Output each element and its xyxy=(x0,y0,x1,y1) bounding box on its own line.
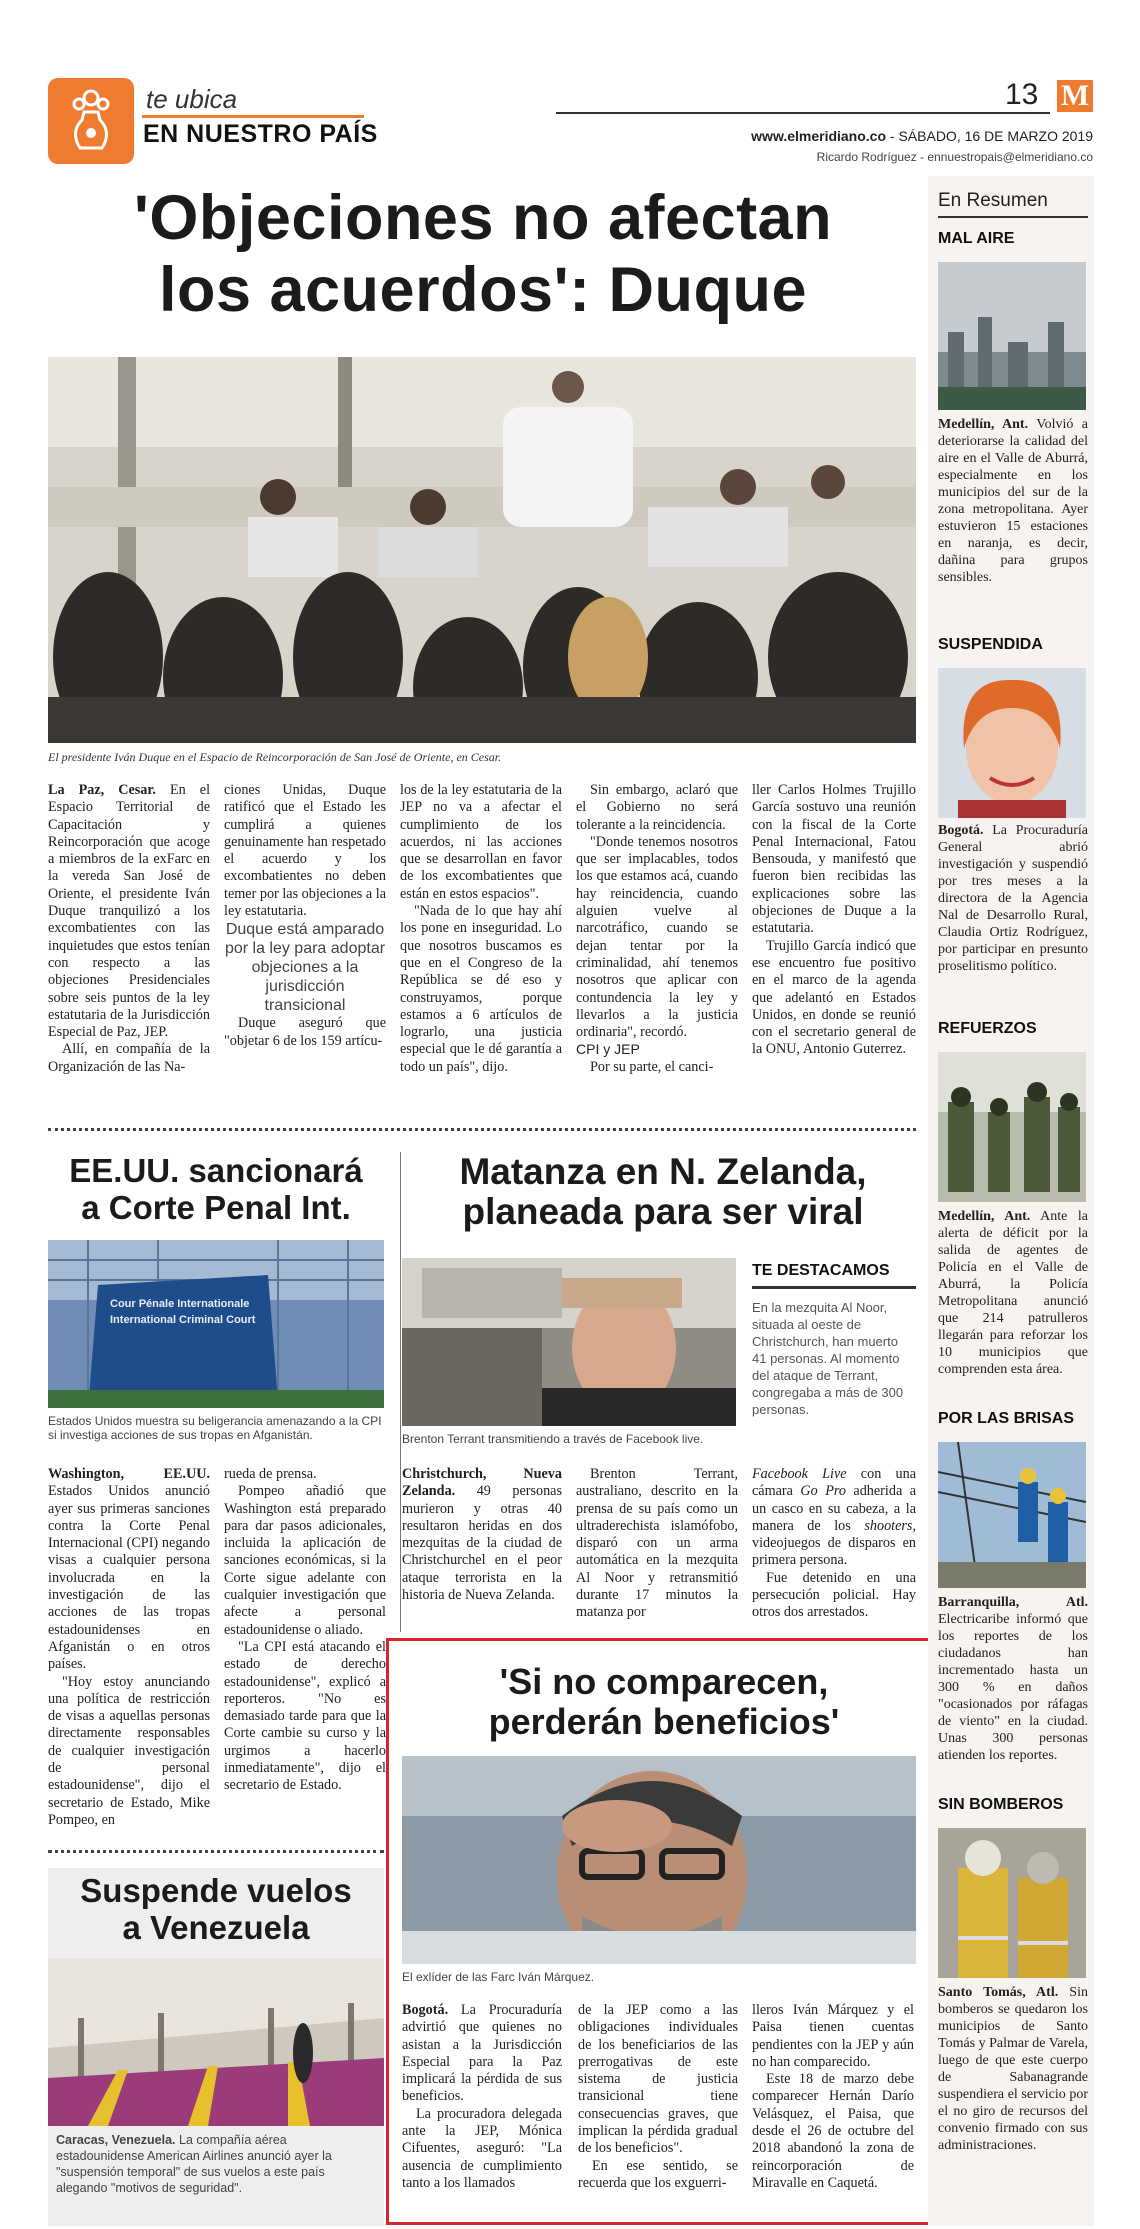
section-divider xyxy=(48,1850,384,1853)
main-headline-line1: 'Objeciones no afectan xyxy=(133,183,833,253)
jep-col-3 xyxy=(752,2002,914,2192)
vase-icon xyxy=(48,78,134,164)
jep-dateline: Bogotá. xyxy=(402,2002,449,2018)
byline: Ricardo Rodríguez - ennuestropais@elmeridiano.co xyxy=(816,150,1093,164)
cpi-photo xyxy=(48,1240,384,1408)
venezuela-photo xyxy=(48,1958,384,2126)
section-logo xyxy=(48,78,134,164)
jep-text: de la JEP como a las obligaciones individuales de los beneficiarios de las prerrogativas de este sistema de justicia transicional tiene consecuencias graves, que implican la pérdida gradual de los beneficios". xyxy=(578,2002,738,2157)
main-col-5 xyxy=(752,782,916,1059)
main-text: los de la ley estatutaria de la JEP no va a afectar el cumplimiento de los acuerdos, ni las acciones que se desarrollan en favor de los excombatientes que están en estos espacios". xyxy=(400,782,562,902)
cpi-text: "Hoy estoy anunciando una política de restricción de visas a aquellas personas directamente responsables de cualquier investigación de personal estadounidense", dijo el secretario de Estado, Mike Pompeo, en xyxy=(48,1673,210,1828)
sidebar-title-rule xyxy=(938,216,1088,218)
jep-photo xyxy=(402,1756,916,1964)
issue-date: - SÁBADO, 16 DE MARZO 2019 xyxy=(886,128,1093,144)
sidebar-item-body: Ante la alerta de déficit por la salida de agentes de Policía en el Valle de Aburrá, la Policía Metropolitana anunció que 214 patrulleros llegarán para reforzar los 10 municipios que comprenden esta área. xyxy=(938,1209,1088,1377)
nz-headline xyxy=(410,1152,916,1232)
sidebar-item-body: Volvió a deteriorarse la calidad del aire en el Valle de Aburrá, especialmente en los municipios del sur de la zona metropolitana. Ayer estuvieron 15 estaciones en naranja, es decir, dañina para grupos sensibles. xyxy=(938,417,1089,585)
main-pullquote: Duque está amparado por la ley para adoptar objeciones a la jurisdicción transicional xyxy=(224,921,386,1015)
venezuela-dateline: Caracas, Venezuela. xyxy=(56,2133,176,2147)
main-text: Por su parte, el canci- xyxy=(590,1058,714,1075)
sidebar-item-text xyxy=(938,416,1088,586)
kicker-rule xyxy=(142,115,364,118)
venezuela-text xyxy=(56,2132,378,2196)
nz-headline-line2: planeada para ser viral xyxy=(462,1191,864,1232)
sidebar-item-body: La Procuraduría General abrió investigación y suspendió por tres meses a la directora de la Agencia Nal de Desarrollo Rural, Claudia Ortiz Rodríguez, por participar en presunto proselitismo político. xyxy=(938,823,1088,974)
nz-text: 49 personas murieron y otras 40 resultaron heridas en dos mezquitas de la ciudad de Christchurchel en el peor ataque terrorista en la historia de Nueva Zelanda. xyxy=(402,1483,562,1604)
sidebar-item-head: REFUERZOS xyxy=(938,1020,1037,1037)
venezuela-headline-line1: Suspende vuelos xyxy=(80,1872,352,1909)
main-photo xyxy=(48,357,916,743)
jep-text: En ese sentido, se recuerda que los exguerri- xyxy=(578,2157,738,2191)
cpi-text: rueda de prensa. xyxy=(224,1466,317,1482)
main-col-2 xyxy=(224,782,386,1050)
section-name: EN NUESTRO PAÍS xyxy=(143,120,378,148)
venezuela-caption: La compañía aérea estadounidense American Airlines anunció ayer la "suspensión temporal" de sus vuelos a este país alegando "motivos de seguridad". xyxy=(56,2133,332,2195)
nz-photo xyxy=(402,1258,736,1426)
nz-text: Go Pro xyxy=(800,1483,846,1500)
jep-headline xyxy=(400,1662,928,1742)
main-col-3 xyxy=(400,782,562,1076)
venezuela-headline-line2: a Venezuela xyxy=(122,1909,310,1946)
section-kicker: te ubica xyxy=(146,84,238,114)
nz-col-1 xyxy=(402,1466,562,1604)
jep-text: lleros Iván Márquez y el Paisa tienen cuentas pendientes con la JEP y aún no han comparecido. xyxy=(752,2002,914,2070)
sidebar-item-dateline: Bogotá. xyxy=(938,823,984,838)
jep-col-1 xyxy=(402,2002,562,2192)
sidebar-item-dateline: Medellín, Ant. xyxy=(938,417,1029,432)
jep-photo-caption: El exlíder de las Farc Iván Márquez. xyxy=(402,1970,595,1984)
cpi-col-2 xyxy=(224,1466,386,1795)
nz-text: , videojuegos de disparos en primera persona. xyxy=(752,1517,916,1569)
nz-col-2 xyxy=(576,1466,738,1622)
jep-text: Este 18 de marzo debe comparecer Hernán Darío Velásquez, el Paisa, que desde el 26 de octubre del 2018 abandonó la zona de reincorporación de Miravalle en Caquetá. xyxy=(752,2071,914,2191)
main-text: ller Carlos Holmes Trujillo García sostuvo una reunión con la fiscal de la Corte Penal Internacional, Fatou Bensouda, y manifestó que fueron bien recibidas las explicaciones sobre las objeciones de Duque a la estatutaria. xyxy=(752,782,916,937)
te-destacamos-rule xyxy=(752,1286,916,1289)
header-rule xyxy=(556,112,1050,114)
sidebar-item-text xyxy=(938,1984,1088,2154)
nz-text: Fue detenido en una persecución policial. Hay otros dos arrestados. xyxy=(752,1569,916,1621)
venezuela-headline xyxy=(48,1872,384,1946)
sidebar-item-head: SIN BOMBEROS xyxy=(938,1796,1064,1813)
jep-col-2 xyxy=(578,2002,738,2192)
section-divider xyxy=(48,1128,916,1131)
column-rule xyxy=(400,1152,401,1632)
sidebar-photo-portrait xyxy=(938,668,1086,818)
main-text: "Nada de lo que hay ahí los pone en inseguridad. Lo que nosotros buscamos es que en el Congreso de la República se dé eso y construyamos, porque estamos a 6 artículos de lograrlo, una justicia especial que le dé garantía a todo un país", dijo. xyxy=(400,903,562,1075)
te-destacamos-text: En la mezquita Al Noor, situada al oeste de Christchurch, han muerto 41 personas. Al momento del ataque de Terrant, congregaba a más de 300 personas. xyxy=(752,1300,904,1417)
main-text: Allí, en compañía de la Organización de las Na- xyxy=(48,1041,210,1075)
sidebar-photo-air xyxy=(938,262,1086,410)
jep-headline-line2: perderán beneficios' xyxy=(488,1701,840,1742)
main-text: En el Espacio Territorial de Capacitación y Reincorporación que acoge a miembros de la exFarc en la vereda San José de Oriente, el presidente Iván Duque tranquilizó a los excombatientes con las inquietudes que estos tenían con respecto a las objeciones Presidenciales sobre seis puntos de la ley estatutaria de la Jurisdicción Especial de Paz, JEP. xyxy=(48,782,211,1041)
sidebar-item-body: Sin bomberos se quedaron los municipios de Santo Tomás y Palmar de Varela, luego de que este cuerpo de Sabanagrande suspendiera el servicio por el no giro de recursos del convenio firmado con sus administraciones. xyxy=(938,1985,1088,2153)
main-headline-line2: los acuerdos': Duque xyxy=(158,255,808,325)
main-col-1 xyxy=(48,782,210,1076)
nz-text: Facebook Live xyxy=(752,1466,847,1482)
jep-text: La procuradora delegada ante la JEP, Mónica Cifuentes, aseguró: "La ausencia de cumplimiento tanto a los llamados xyxy=(402,2105,562,2191)
sidebar-item-dateline: Santo Tomás, Atl. xyxy=(938,1985,1059,2000)
main-photo-caption: El presidente Iván Duque en el Espacio de Reincorporación de San José de Oriente, en Cesar. xyxy=(48,750,502,764)
sidebar-item-head: SUSPENDIDA xyxy=(938,636,1043,653)
sidebar-item-text xyxy=(938,1594,1088,1764)
cpi-photo-caption: Estados Unidos muestra su beligerancia amenazando a la CPI si investiga acciones de sus tropas en Afganistán. xyxy=(48,1414,382,1442)
nz-col-3 xyxy=(752,1466,916,1622)
masthead xyxy=(560,128,1093,144)
main-text: Sin embargo, aclaró que el Gobierno no será tolerante a la reincidencia. xyxy=(576,782,738,833)
main-headline xyxy=(48,182,918,326)
cpi-dateline: Washington, EE.UU. xyxy=(48,1466,210,1482)
main-text: "Donde tenemos nosotros que ser implacables, todos los que estamos acá, cuando hay reincidencia, cuando alguien vuelve al narcotráfico, cuando se dejan tentar por la criminalidad, ahí tenemos nosotros que aplicar con contundencia la ley y llevarlos a la justicia ordinaria", recordó. xyxy=(576,833,738,1041)
brand-logo: M xyxy=(1057,80,1093,112)
sidebar-item-head: POR LAS BRISAS xyxy=(938,1410,1075,1427)
cpi-col-1 xyxy=(48,1466,210,1829)
nz-text: shooters xyxy=(864,1517,913,1534)
sidebar-item-head: MAL AIRE xyxy=(938,230,1015,247)
main-col-4 xyxy=(576,782,738,1076)
main-text: ciones Unidas, Duque ratificó que el Estado les cumplirá a quienes genuinamente han respetado el acuerdo y los excombatientes no deben temer por las objeciones a la ley estatutaria. xyxy=(224,782,386,920)
page-number: 13 xyxy=(1005,78,1039,111)
cpi-headline-line2: a Corte Penal Int. xyxy=(81,1189,351,1226)
main-text: Trujillo García indicó que ese encuentro fue positivo en el marco de la agenda que adelantó en Estados Unidos, en donde se reunió con el secretario general de la ONU, Antonio Guterrez. xyxy=(752,937,916,1058)
jep-headline-line1: 'Si no comparecen, xyxy=(499,1661,829,1702)
te-destacamos-box xyxy=(752,1262,916,1418)
cpi-text: "La CPI está atacando el estado de derecho estadounidense", explicó a reporteros. "No es demasiado tarde para que la Corte cambie su curso y la urgimos a hacerlo inmediatamente", dijo el secretario de Estado. xyxy=(224,1638,386,1794)
sidebar-item-body: Electricaribe informó que los reportes de los ciudadanos han incrementado hasta un 300 % en daños "ocasionados por ráfagas de viento" en la ciudad. Unas 300 personas atienden los reportes. xyxy=(938,1612,1088,1763)
main-subhead: CPI y JEP xyxy=(576,1041,640,1058)
sidebar-item-text xyxy=(938,1208,1088,1378)
te-destacamos-title: TE DESTACAMOS xyxy=(752,1262,890,1279)
jep-text: La Procuraduría advirtió que quienes no asistan a la Jurisdicción Especial para la Paz implicará la pérdida de sus beneficios. xyxy=(402,2002,562,2105)
sidebar-title: En Resumen xyxy=(938,190,1048,211)
sidebar-item-dateline: Medellín, Ant. xyxy=(938,1209,1031,1224)
sidebar-item-text xyxy=(938,822,1088,975)
cpi-headline xyxy=(48,1152,384,1226)
nz-text: Brenton Terrant, australiano, descrito en la prensa de su país como un ultraderechista islamófobo, disparó con un arma automática en la mezquita Al Noor y retransmitió durante 17 minutos la matanza por xyxy=(576,1466,738,1621)
sidebar-photo-police xyxy=(938,1052,1086,1202)
cpi-headline-line1: EE.UU. sancionará xyxy=(69,1152,363,1189)
cpi-sign-text: Cour Pénale Internationale International Criminal Court xyxy=(110,1298,256,1326)
sidebar-photo-firefighters xyxy=(938,1828,1086,1978)
site-url[interactable]: www.elmeridiano.co xyxy=(751,128,887,144)
nz-text: con una cámara xyxy=(752,1466,916,1500)
main-dateline: La Paz, Cesar. xyxy=(48,782,156,798)
nz-headline-line1: Matanza en N. Zelanda, xyxy=(459,1151,867,1192)
nz-text: adherida a un casco en su cabeza, a la manera de los xyxy=(752,1483,916,1534)
cpi-text: Pompeo añadió que Washington está preparado para dar pasos adicionales, incluida la aplicación de sanciones económicas, si la Corte sigue adelante con cualquier investigación que afecte a personal estadounidense o aliado. xyxy=(224,1483,386,1638)
sidebar-item-dateline: Barranquilla, Atl. xyxy=(938,1595,1088,1610)
nz-photo-caption: Brenton Terrant transmitiendo a través de Facebook live. xyxy=(402,1432,704,1446)
sidebar-photo-power xyxy=(938,1442,1086,1588)
nz-dateline: Christchurch, Nueva Zelanda. xyxy=(402,1466,562,1500)
cpi-text: Estados Unidos anunció ayer sus primeras sanciones contra la Corte Penal Internacional (CPI) negando visas a cualquier persona involucrada en la investigación de las acciones de las tropas estadounidenses en Afganistán o en otros países. xyxy=(48,1483,210,1673)
main-text: Duque aseguró que "objetar 6 de los 159 artícu- xyxy=(224,1015,386,1049)
